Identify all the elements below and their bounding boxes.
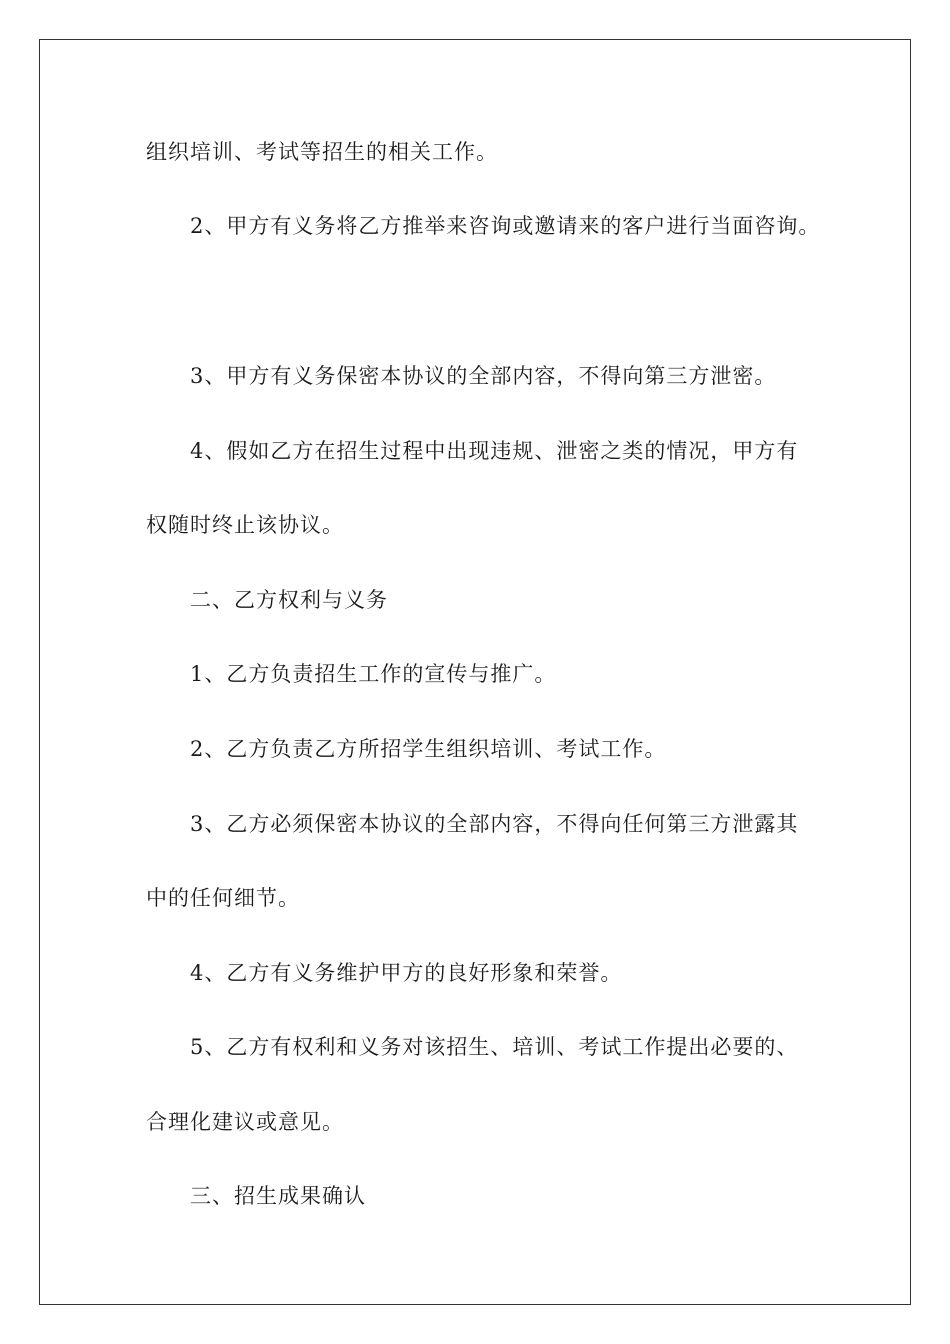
section-heading: 二、乙方权利与义务 — [190, 588, 388, 612]
paragraph-line: 组织培训、考试等招生的相关工作。 — [146, 140, 498, 164]
paragraph-line: 3、甲方有义务保密本协议的全部内容，不得向第三方泄密。 — [190, 364, 777, 388]
paragraph-line: 2、乙方负责乙方所招学生组织培训、考试工作。 — [190, 737, 667, 761]
paragraph-line: 合理化建议或意见。 — [146, 1110, 344, 1134]
paragraph-line: 4、乙方有义务维护甲方的良好形象和荣誉。 — [190, 961, 623, 985]
paragraph-line: 5、乙方有权利和义务对该招生、培训、考试工作提出必要的、 — [190, 1035, 799, 1059]
paragraph-line: 3、乙方必须保密本协议的全部内容，不得向任何第三方泄露其 — [190, 812, 799, 836]
paragraph-line: 4、假如乙方在招生过程中出现违规、泄密之类的情况，甲方有 — [190, 439, 799, 463]
paragraph-line: 中的任何细节。 — [146, 886, 300, 910]
paragraph-line: 1、乙方负责招生工作的宣传与推广。 — [190, 662, 557, 686]
paragraph-line: 2、甲方有义务将乙方推举来咨询或邀请来的客户进行当面咨询。 — [190, 214, 821, 238]
page-frame — [39, 39, 911, 1305]
paragraph-line: 权随时终止该协议。 — [146, 513, 344, 537]
section-heading: 三、招生成果确认 — [190, 1184, 366, 1208]
